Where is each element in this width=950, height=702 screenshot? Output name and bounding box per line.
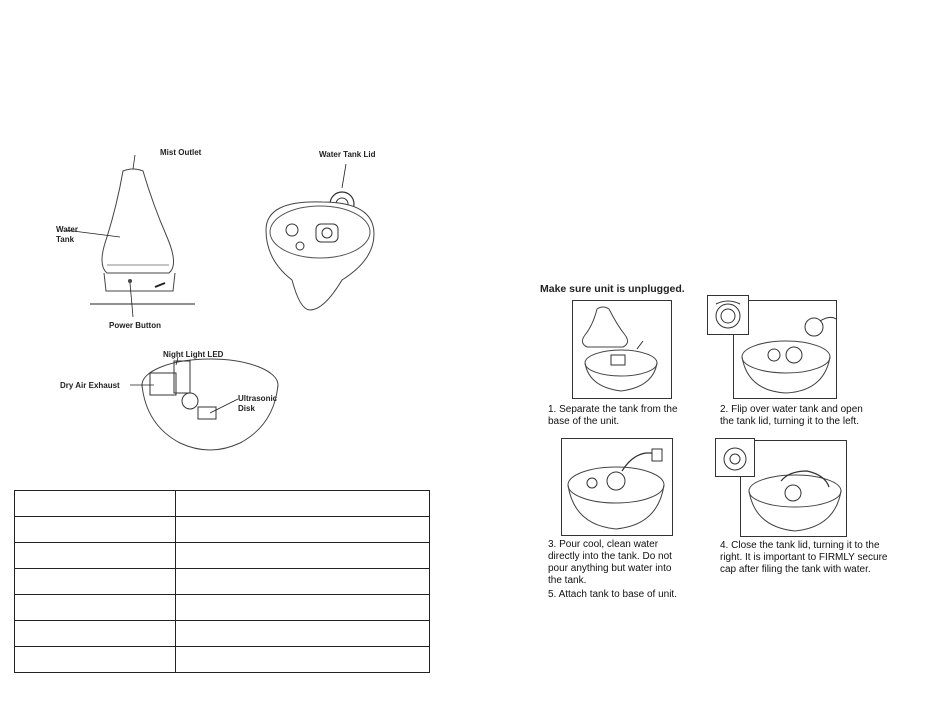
- unplug-warning-heading: Make sure unit is unplugged.: [540, 283, 685, 295]
- ultrasonic-disk-label: Ultrasonic Disk: [238, 394, 278, 413]
- step-1-image: [572, 300, 672, 399]
- water-tank-lid-label: Water Tank Lid: [319, 150, 376, 159]
- step-3-text: 3. Pour cool, clean water directly into the tank. Do not pour anything but water into the tank.: [548, 539, 672, 586]
- table-row: [15, 543, 430, 569]
- table-row: [15, 517, 430, 543]
- table-row: [15, 647, 430, 673]
- step-4-lid-inset: [715, 438, 755, 477]
- step-1-text: 1. Separate the tank from the base of the unit.: [548, 404, 678, 427]
- step-4-image: [740, 440, 847, 537]
- night-light-led-label: Night Light LED: [163, 350, 224, 359]
- power-button-label: Power Button: [109, 321, 161, 330]
- table-row: [15, 569, 430, 595]
- water-tank-label: Water Tank: [56, 225, 78, 244]
- table-row: [15, 491, 430, 517]
- step-4-text: 4. Close the tank lid, turning it to the right. It is important to FIRMLY secure cap after filing the tank with water.: [720, 540, 888, 575]
- table-row: [15, 621, 430, 647]
- water-tank-lid-illustration: [262, 160, 402, 300]
- mist-outlet-label: Mist Outlet: [160, 148, 202, 157]
- step-3-image: [561, 438, 673, 536]
- specification-table: [14, 490, 430, 673]
- step-2-lid-inset: [707, 295, 749, 335]
- step-5-text: 5. Attach tank to base of unit.: [548, 589, 677, 600]
- table-row: [15, 595, 430, 621]
- step-2-text: 2. Flip over water tank and open the tank lid, turning it to the left.: [720, 404, 863, 427]
- dry-air-exhaust-label: Dry Air Exhaust: [60, 381, 120, 390]
- humidifier-front-illustration: [95, 165, 195, 305]
